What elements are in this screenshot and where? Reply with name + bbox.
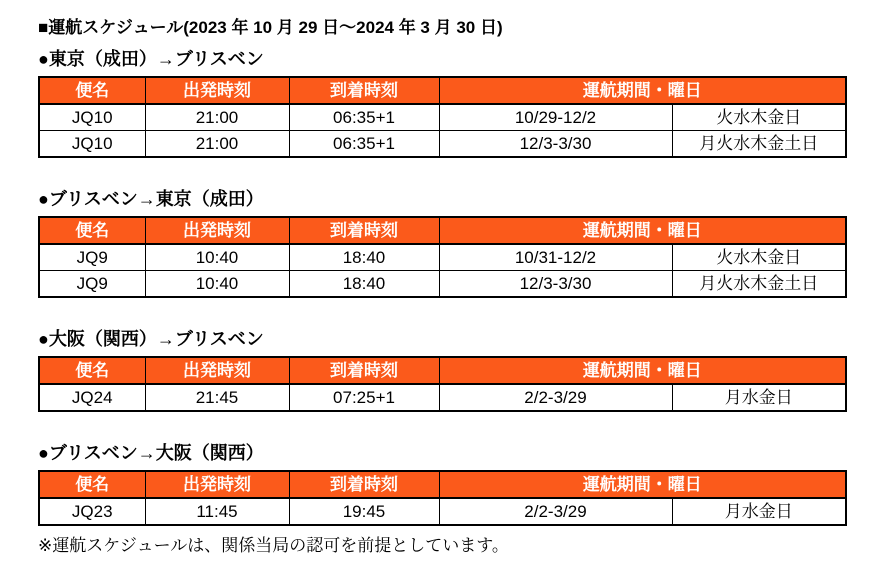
route-heading: ●東京（成田）→ブリスベン: [38, 49, 264, 69]
schedule-table: [38, 76, 847, 158]
column-header-period_days: 運航期間・曜日: [439, 77, 846, 104]
cell-departure: 21:00: [145, 131, 289, 158]
column-header-departure: 出発時刻: [145, 357, 289, 384]
cell-departure: 11:45: [145, 498, 289, 525]
column-header-departure: 出発時刻: [145, 217, 289, 244]
column-header-arrival: 到着時刻: [289, 471, 439, 498]
schedule-table: [38, 470, 847, 526]
cell-flight: JQ9: [39, 271, 145, 298]
table-row: [39, 244, 846, 271]
table-header-row: [39, 471, 846, 498]
route-section: [38, 185, 846, 298]
column-header-arrival: 到着時刻: [289, 357, 439, 384]
column-header-period_days: 運航期間・曜日: [439, 471, 846, 498]
cell-flight: JQ9: [39, 244, 145, 271]
schedule-table: [38, 356, 847, 412]
cell-period: 12/3-3/30: [439, 271, 672, 298]
cell-arrival: 19:45: [289, 498, 439, 525]
cell-days: 火水木金日: [672, 244, 846, 271]
table-row: [39, 271, 846, 298]
cell-arrival: 18:40: [289, 271, 439, 298]
column-header-arrival: 到着時刻: [289, 217, 439, 244]
column-header-period_days: 運航期間・曜日: [439, 357, 846, 384]
column-header-flight: 便名: [39, 471, 145, 498]
cell-period: 2/2-3/29: [439, 384, 672, 411]
cell-flight: JQ24: [39, 384, 145, 411]
table-row: [39, 384, 846, 411]
cell-departure: 10:40: [145, 271, 289, 298]
column-header-flight: 便名: [39, 357, 145, 384]
cell-period: 10/31-12/2: [439, 244, 672, 271]
column-header-arrival: 到着時刻: [289, 77, 439, 104]
cell-departure: 10:40: [145, 244, 289, 271]
column-header-departure: 出発時刻: [145, 471, 289, 498]
route-heading: ●ブリスベン→東京（成田）: [38, 189, 264, 209]
cell-flight: JQ23: [39, 498, 145, 525]
cell-arrival: 18:40: [289, 244, 439, 271]
cell-departure: 21:00: [145, 104, 289, 131]
cell-days: 月火水木金土日: [672, 271, 846, 298]
cell-flight: JQ10: [39, 131, 145, 158]
table-header-row: [39, 77, 846, 104]
column-header-flight: 便名: [39, 77, 145, 104]
column-header-period_days: 運航期間・曜日: [439, 217, 846, 244]
cell-period: 10/29-12/2: [439, 104, 672, 131]
column-header-departure: 出発時刻: [145, 77, 289, 104]
cell-departure: 21:45: [145, 384, 289, 411]
route-section: [38, 45, 846, 158]
table-row: [39, 131, 846, 158]
route-heading: ●ブリスベン→大阪（関西）: [38, 443, 264, 463]
footnote: ※運航スケジュールは、関係当局の認可を前提としています。: [38, 536, 509, 555]
cell-flight: JQ10: [39, 104, 145, 131]
table-header-row: [39, 217, 846, 244]
cell-days: 月水金日: [672, 498, 846, 525]
cell-arrival: 07:25+1: [289, 384, 439, 411]
cell-period: 12/3-3/30: [439, 131, 672, 158]
table-row: [39, 104, 846, 131]
schedule-table: [38, 216, 847, 298]
column-header-flight: 便名: [39, 217, 145, 244]
table-header-row: [39, 357, 846, 384]
cell-arrival: 06:35+1: [289, 131, 439, 158]
cell-days: 月火水木金土日: [672, 131, 846, 158]
route-section: [38, 439, 846, 526]
table-row: [39, 498, 846, 525]
cell-days: 月水金日: [672, 384, 846, 411]
cell-days: 火水木金日: [672, 104, 846, 131]
cell-period: 2/2-3/29: [439, 498, 672, 525]
route-heading: ●大阪（関西）→ブリスベン: [38, 329, 264, 349]
route-section: [38, 325, 846, 412]
cell-arrival: 06:35+1: [289, 104, 439, 131]
schedule-sections: [38, 45, 846, 526]
page-title: ■運航スケジュール(2023 年 10 月 29 日～2024 年 3 月 30 日): [38, 18, 503, 37]
